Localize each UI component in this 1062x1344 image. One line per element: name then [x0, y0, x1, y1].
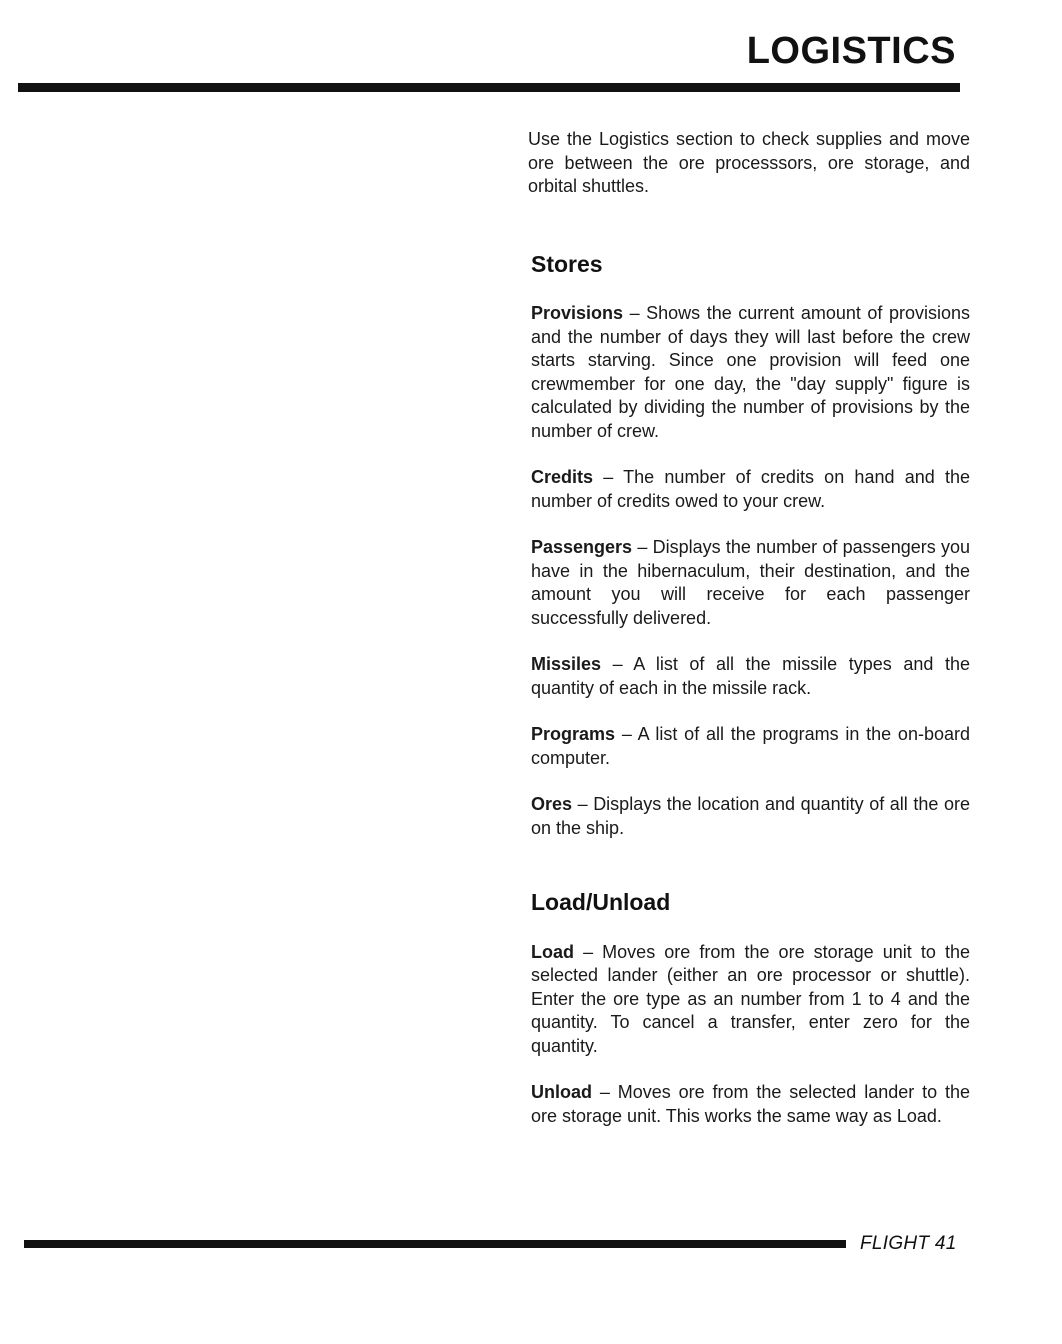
entry-text: – A list of all the missile types and the quantity of each in the missile rack. — [531, 654, 970, 698]
entry-ores — [531, 793, 970, 840]
entry-programs — [531, 723, 970, 770]
entry-provisions — [531, 302, 970, 443]
entry-text: – The number of credits on hand and the number of credits owed to your crew. — [531, 467, 970, 511]
top-rule — [18, 83, 960, 92]
entry-missiles — [531, 653, 970, 700]
entry-text: – Displays the location and quantity of all the ore on the ship. — [531, 794, 970, 838]
entry-term: Provisions — [531, 303, 624, 323]
section-spacer — [528, 863, 970, 891]
entry-term: Unload — [531, 1082, 592, 1102]
entry-text: – Moves ore from the ore storage unit to the selected lander (either an ore processor or shuttle). Enter the ore type as an number from 1 to 4 and the quantity. To cancel a transfer, enter zero for the quantity. — [531, 941, 970, 1056]
page-footer: FLIGHT 41 — [860, 1233, 957, 1254]
entry-term: Load — [531, 941, 574, 962]
entry-term: Passengers — [531, 537, 633, 557]
page-title: LOGISTICS — [746, 30, 956, 72]
entry-credits — [531, 466, 970, 513]
entry-text: – Moves ore from the selected lander to the ore storage unit. This works the same way as Load. — [531, 1082, 970, 1126]
entry-text: – A list of all the programs in the on-board computer. — [531, 724, 970, 768]
entry-term: Credits — [531, 467, 594, 487]
entry-term: Programs — [531, 724, 616, 744]
section-heading-stores: Stores — [531, 250, 603, 277]
entry-load — [531, 941, 970, 1059]
entry-text: – Displays the number of passengers you have in the hibernaculum, their destination, and the amount you will receive for each passenger successfully delivered. — [531, 537, 970, 628]
entry-text: – Shows the current amount of provisions and the number of days they will last before the crew starts starving. Since one provision will feed one crewmember for one day, the "day supply" figure is calculated by dividing the number of provisions by the number of crew. — [531, 303, 970, 441]
entry-term: Missiles — [531, 654, 602, 674]
main-content — [528, 128, 970, 1151]
section-load-unload — [528, 891, 970, 1128]
section-heading-load-unload: Load/Unload — [531, 889, 671, 915]
entry-passengers — [531, 536, 970, 630]
entry-term: Ores — [531, 794, 573, 814]
entry-unload — [531, 1081, 970, 1128]
intro-paragraph: Use the Logistics section to check supplies and move ore between the ore processsors, ore storage, and orbital shuttles. — [528, 129, 970, 196]
section-stores — [528, 250, 970, 841]
bottom-rule — [24, 1240, 846, 1248]
